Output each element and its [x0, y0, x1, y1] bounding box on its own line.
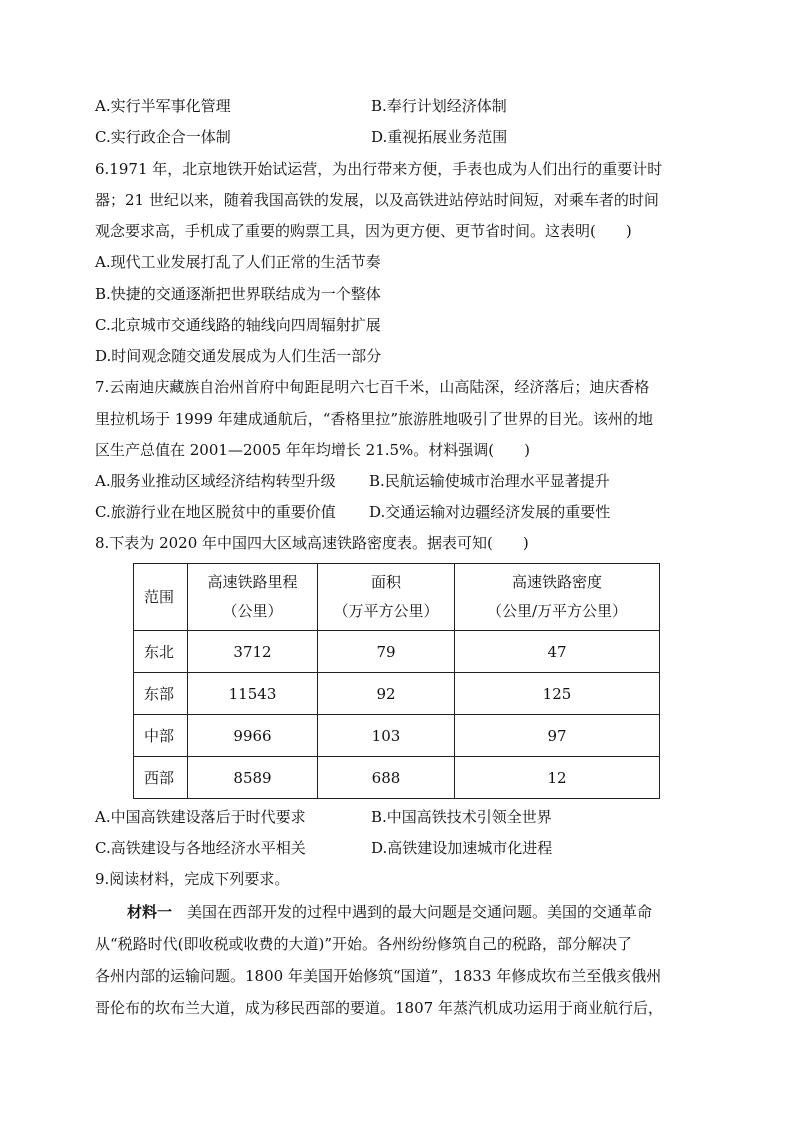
table-cell-area: 688	[318, 757, 455, 799]
table-row	[134, 757, 660, 799]
table-cell-region: 东部	[134, 673, 188, 715]
q5-option-d: D.重视拓展业务范围	[371, 128, 508, 146]
table-cell-area: 79	[318, 631, 455, 673]
q7-option-c: C.旅游行业在地区脱贫中的重要价值	[95, 503, 336, 521]
q9-material-line-2: 从“税路时代(即收税或收费的大道)”开始。各州纷纷修筑自己的税路，部分解决了	[95, 935, 633, 953]
q7-stem-line-3: 区生产总值在 2001—2005 年年均增长 21.5%。材料强调( )	[95, 441, 531, 459]
q9-stem: 9.阅读材料，完成下列要求。	[95, 870, 290, 888]
q6-stem-line-2: 器；21 世纪以来，随着我国高铁的发展，以及高铁进站停站时间短，对乘车者的时间	[95, 191, 659, 209]
table-row	[134, 715, 660, 757]
table-row	[134, 673, 660, 715]
q7-stem-line-1: 7.云南迪庆藏族自治州首府中甸距昆明六七百千米，山高陆深，经济落后；迪庆香格	[95, 378, 650, 396]
hsr-density-table	[133, 563, 660, 799]
header-hsr-mileage: 高速铁路里程 （公里）	[188, 564, 318, 631]
q9-material-line-1	[127, 902, 727, 922]
header-area: 面积 （万平方公里）	[318, 564, 455, 631]
q6-option-c: C.北京城市交通线路的轴线向四周辐射扩展	[95, 316, 381, 334]
material-tag: 材料一	[127, 903, 173, 921]
q8-option-c: C.高铁建设与各地经济水平相关	[95, 839, 306, 857]
q8-option-b: B.中国高铁技术引领全世界	[371, 808, 552, 826]
q9-material-line-4: 哥伦布的坎布兰大道，成为移民西部的要道。1807 年蒸汽机成功运用于商业航行后，	[95, 999, 663, 1017]
q8-option-a: A.中国高铁建设落后于时代要求	[95, 808, 306, 826]
q5-option-b: B.奉行计划经济体制	[371, 97, 507, 115]
table-cell-density: 47	[455, 631, 660, 673]
q5-option-a: A.实行半军事化管理	[95, 97, 231, 115]
table-cell-density: 125	[455, 673, 660, 715]
table-cell-mileage: 9966	[188, 715, 318, 757]
q7-option-a: A.服务业推动区域经济结构转型升级	[95, 472, 336, 490]
table-cell-region: 中部	[134, 715, 188, 757]
header-region: 范围	[134, 564, 188, 631]
table-cell-mileage: 8589	[188, 757, 318, 799]
table-cell-mileage: 3712	[188, 631, 318, 673]
table-row	[134, 631, 660, 673]
q7-option-d: D.交通运输对边疆经济发展的重要性	[369, 503, 611, 521]
table-cell-region: 西部	[134, 757, 188, 799]
table-cell-area: 103	[318, 715, 455, 757]
table-cell-region: 东北	[134, 631, 188, 673]
q9-material-line-3: 各州内部的运输问题。1800 年美国开始修筑“国道”，1833 年修成坎布兰至俄亥俄州	[95, 967, 662, 985]
material-text: 美国在西部开发的过程中遇到的最大问题是交通问题。美国的交通革命	[172, 903, 653, 921]
q8-option-d: D.高铁建设加速城市化进程	[371, 839, 553, 857]
q6-stem-line-3: 观念要求高，手机成了重要的购票工具，因为更方便、更节省时间。这表明( )	[95, 222, 632, 240]
table-cell-density: 97	[455, 715, 660, 757]
q6-option-b: B.快捷的交通逐渐把世界联结成为一个整体	[95, 285, 381, 303]
table-cell-area: 92	[318, 673, 455, 715]
table-cell-mileage: 11543	[188, 673, 318, 715]
q5-option-c: C.实行政企合一体制	[95, 128, 231, 146]
q6-stem-line-1: 6.1971 年，北京地铁开始试运营，为出行带来方便，手表也成为人们出行的重要计时	[95, 160, 663, 178]
header-hsr-density: 高速铁路密度 （公里/万平方公里）	[455, 564, 660, 631]
table-header-row	[134, 564, 660, 631]
table-cell-density: 12	[455, 757, 660, 799]
q6-option-d: D.时间观念随交通发展成为人们生活一部分	[95, 347, 382, 365]
q7-stem-line-2: 里拉机场于 1999 年建成通航后，“香格里拉”旅游胜地吸引了世界的目光。该州的地	[95, 410, 654, 428]
q8-stem: 8.下表为 2020 年中国四大区域高速铁路密度表。据表可知( )	[95, 534, 529, 552]
q6-option-a: A.现代工业发展打乱了人们正常的生活节奏	[95, 253, 381, 271]
q7-option-b: B.民航运输使城市治理水平显著提升	[369, 472, 610, 490]
